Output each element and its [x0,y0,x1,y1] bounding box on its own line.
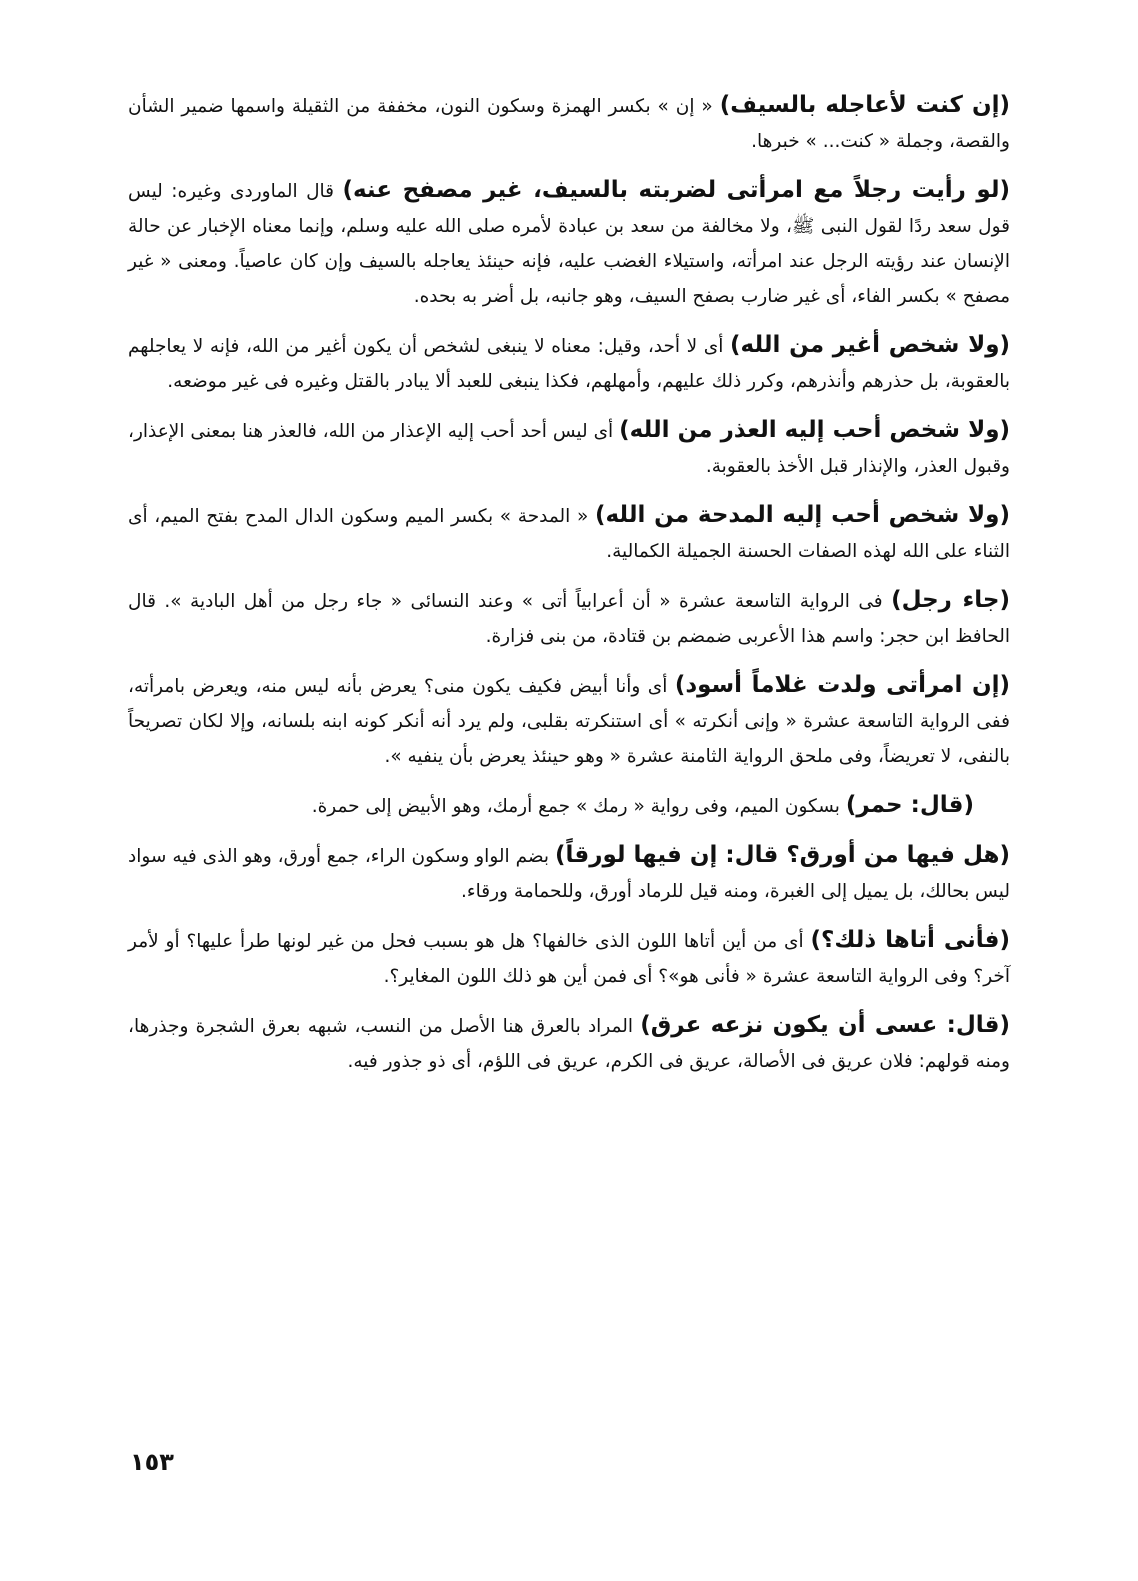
paragraph [128,328,1010,399]
commentary-text: « إن » بكسر الهمزة وسكون النون، مخففة من الثقيلة واسمها ضمير الشأن والقصة، وجملة « كنت... » خبرها. [128,96,1010,152]
page-body [128,88,1010,1093]
paragraph [128,1008,1010,1079]
paragraph [128,668,1010,774]
commentary-text: قال الماوردى وغيره: ليس قول سعد ردًا لقول النبى ﷺ، ولا مخالفة من سعد بن عبادة لأمره صلى الله عليه وسلم، وإنما معناه الإخبار عن حالة الإنسان عند رؤيته الرجل عند امرأته، واستيلاء الغضب عليه، فإنه حينئذ يعاجله بالسيف وإن كان عاصياً. ومعنى « غير مصفح » بكسر الفاء، أى غير ضارب بصفح السيف، وهو جانبه، بل أضر به بحده. [128,181,1010,307]
commentary-text: المراد بالعرق هنا الأصل من النسب، شبهه بعرق الشجرة وجذرها، ومنه قولهم: فلان عريق فى الأصالة، عريق فى الكرم، عريق فى اللؤم، أى ذو جذور فيه. [128,1016,1010,1072]
lemma-heading: (فأنى أتاها ذلك؟) [810,927,1011,953]
paragraph [128,498,1010,569]
commentary-text: أى وأنا أبيض فكيف يكون منى؟ يعرض بأنه ليس منه، ويعرض بامرأته، ففى الرواية التاسعة عشرة « وإنى أنكرته » أى استنكرته بقلبى، ولم يرد أنه أنكر كونه ابنه بلسانه، وإلا لكان تصريحاً بالنفى، لا تعريضاً، وفى ملحق الرواية الثامنة عشرة « وهو حينئذ يعرض بأن ينفيه ». [128,676,1010,767]
commentary-text: أى لا أحد، وقيل: معناه لا ينبغى لشخص أن يكون أغير من الله، فإنه لا يعاجلهم بالعقوبة، بل حذرهم وأنذرهم، وكرر ذلك عليهم، وأمهلهم، فكذا ينبغى للعبد ألا يبادر بالقتل وغيره فى غير موضعه. [128,336,1010,392]
commentary-text: بضم الواو وسكون الراء، جمع أورق، وهو الذى فيه سواد ليس بحالك، بل يميل إلى الغبرة، ومنه قيل للرماد أورق، وللحمامة ورقاء. [128,846,1010,902]
commentary-text: بسكون الميم، وفى رواية « رمك » جمع أرمك، وهو الأبيض إلى حمرة. [311,796,846,817]
lemma-heading: (ولا شخص أغير من الله) [730,332,1011,358]
paragraph [128,923,1010,994]
paragraph [128,88,1010,159]
paragraph [128,788,1010,824]
lemma-heading: (هل فيها من أورق؟ قال: إن فيها لورقاً) [555,842,1010,868]
paragraph [128,583,1010,654]
lemma-heading: (إن امرأتى ولدت غلاماً أسود) [674,672,1010,698]
commentary-text: أى من أين أتاها اللون الذى خالفها؟ هل هو بسبب فحل من غير لونها طرأ عليها؟ أو لأمر آخر؟ وفى الرواية التاسعة عشرة « فأنى هو»؟ أى فمن أين هو ذلك اللون المغاير؟. [128,931,1010,987]
lemma-heading: (قال: عسى أن يكون نزعه عرق) [640,1012,1010,1038]
commentary-text: « المدحة » بكسر الميم وسكون الدال المدح بفتح الميم، أى الثناء على الله لهذه الصفات الحسنة الجميلة الكمالية. [128,506,1010,562]
commentary-text: أى ليس أحد أحب إليه الإعذار من الله، فالعذر هنا بمعنى الإعذار، وقبول العذر، والإنذار قبل الأخذ بالعقوبة. [128,421,1010,477]
lemma-heading: (جاء رجل) [891,587,1010,613]
lemma-heading: (إن كنت لأعاجله بالسيف) [719,92,1010,118]
lemma-heading: (ولا شخص أحب إليه العذر من الله) [619,417,1010,443]
paragraph [128,838,1010,909]
paragraph [128,413,1010,484]
lemma-heading: (قال: حمر) [845,792,974,818]
lemma-heading: (ولا شخص أحب إليه المدحة من الله) [594,502,1010,528]
paragraph [128,173,1010,314]
page-number: ١٥٣ [130,1448,174,1476]
lemma-heading: (لو رأيت رجلاً مع امرأتى لضربته بالسيف، غير مصفح عنه) [342,177,1010,203]
commentary-text: فى الرواية التاسعة عشرة « أن أعرابياً أتى » وعند النسائى « جاء رجل من أهل البادية ». قال الحافظ ابن حجر: واسم هذا الأعربى ضمضم بن قتادة، من بنى فزارة. [128,591,1010,647]
